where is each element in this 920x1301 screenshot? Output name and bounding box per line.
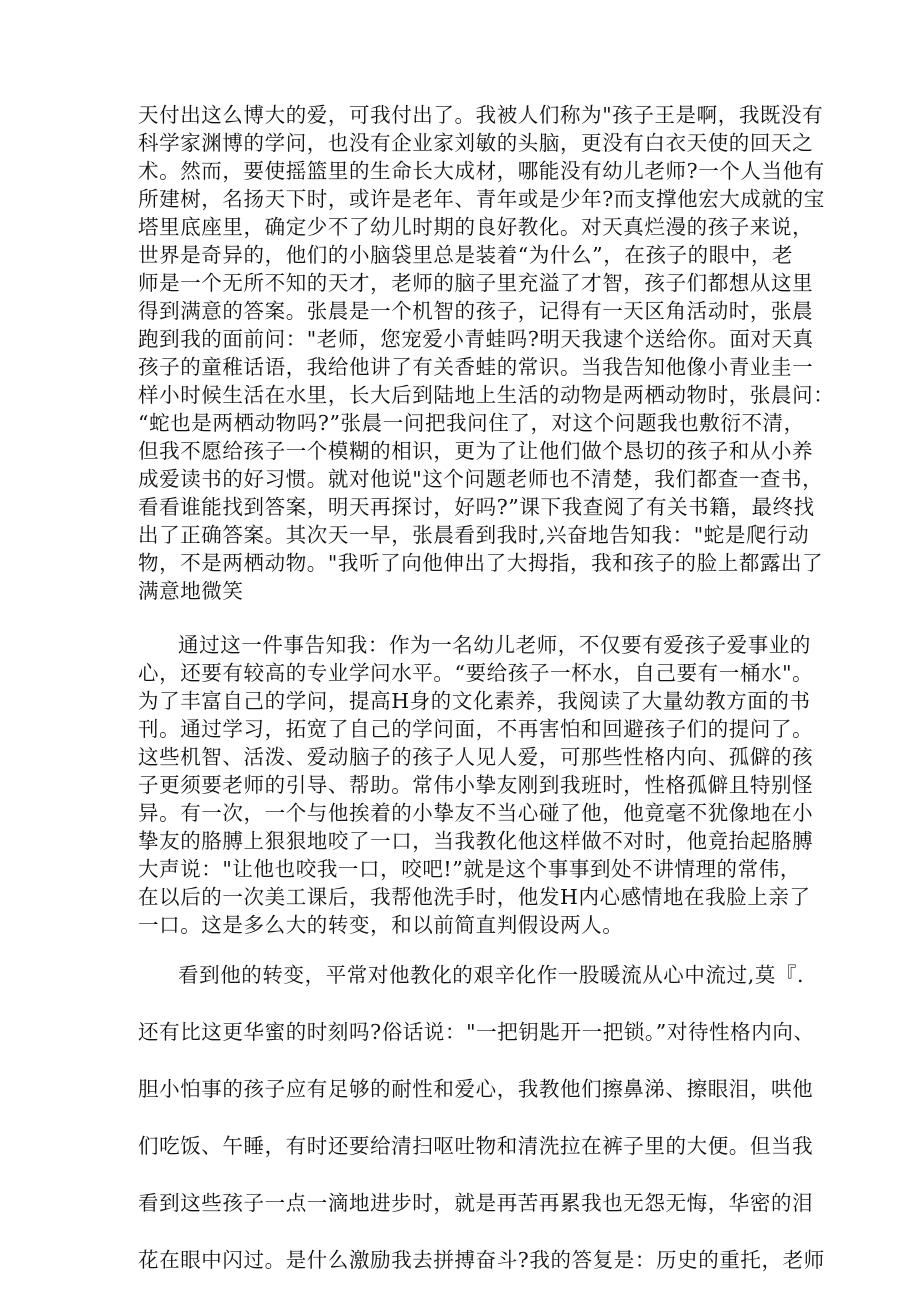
paragraph-2-line: 为了丰富自己的学问，提高H身的文化素养，我阅读了大量幼教方面的书 bbox=[138, 689, 811, 713]
paragraph-1-line: 成爱读书的好习惯。就对他说"这个问题老师也不清楚，我们都查一查书， bbox=[138, 467, 824, 491]
paragraph-2-line: 心，还要有较高的专业学问水平。“要给孩子一杯水，自己要有一桶水"。 bbox=[138, 661, 814, 685]
paragraph-1-line: 世界是奇异的，他们的小脑袋里总是装着“为什么”，在孩子的眼中，老 bbox=[138, 243, 794, 267]
paragraph-1-line: 跑到我的面前问："老师，您宠爱小青蛙吗?明天我逮个送给你。面对天真 bbox=[138, 327, 814, 351]
paragraph-2-line: 大声说："让他也咬我一口，咬吧!”就是这个事事到处不讲情理的常伟， bbox=[138, 857, 801, 881]
paragraph-2-line: 一口。这是多么大的转变，和以前简直判假设两人。 bbox=[138, 913, 624, 937]
paragraph-2-line: 异。有一次，一个与他挨着的小挚友不当心碰了他，他竟毫不犹像地在小 bbox=[138, 801, 814, 825]
paragraph-2-line: 挚友的胳膊上狠狠地咬了一口，当我教化他这样做不对时，他竟抬起胳膊 bbox=[138, 829, 814, 853]
paragraph-1-line: 天付出这么博大的爱，可我付出了。我被人们称为"孩子王是啊，我既没有 bbox=[138, 103, 824, 127]
paragraph-1-line: 师是一个无所不知的天才，老师的脑子里充溢了才智，孩子们都想从这里 bbox=[138, 271, 814, 295]
paragraph-2-line: 这些机智、活泼、爱动脑子的孩子人见人爱，可那些性格内向、孤僻的孩 bbox=[138, 745, 814, 769]
paragraph-3-line: 花在眼中闪过。是什么激励我去拼搏奋斗?我的答复是：历史的重托，老师 bbox=[138, 1248, 825, 1272]
paragraph-2-line: 在以后的一次美工课后，我帮他洗手时，他发H内心感情地在我脸上亲了 bbox=[138, 885, 811, 909]
paragraph-1-line: 但我不愿给孩子一个模糊的相识，更为了让他们做个恳切的孩子和从小养 bbox=[138, 439, 814, 463]
paragraph-1-line: 科学家渊博的学问，也没有企业家刘敏的头脑，更没有白衣天使的回天之 bbox=[138, 131, 814, 155]
paragraph-1-line: 得到满意的答案。张晨是一个机智的孩子，记得有一天区角活动时，张晨 bbox=[138, 299, 814, 323]
paragraph-1-line: 孩子的童稚话语，我给他讲了有关香蛙的常识。当我告知他像小青业圭一 bbox=[138, 355, 814, 379]
paragraph-2-line: 子更须要老师的引导、帮助。常伟小挚友刚到我班时，性格孤僻且特别怪 bbox=[138, 773, 814, 797]
paragraph-1-line: 满意地微笑 bbox=[138, 579, 244, 603]
paragraph-1-line: 看看谁能找到答案，明天再探讨，好吗?”课下我查阅了有关书籍，最终找 bbox=[138, 495, 815, 519]
paragraph-1-line: 样小时候生活在水里，长大后到陆地上生活的动物是两栖动物时，张晨问： bbox=[138, 383, 835, 407]
paragraph-1-line: 术。然而，要使摇篮里的生命长大成材，哪能没有幼儿老师?一个人当他有 bbox=[138, 159, 825, 183]
paragraph-3-line: 们吃饭、午睡，有时还要给清扫呕吐物和清洗拉在裤子里的大便。但当我 bbox=[138, 1134, 814, 1158]
paragraph-1-line: 出了正确答案。其次天一早，张晨看到我时,兴奋地告知我："蛇是爬行动 bbox=[138, 523, 810, 547]
paragraph-3-line: 胆小怕事的孩子应有足够的耐性和爱心，我教他们擦鼻涕、擦眼泪，哄他 bbox=[138, 1077, 814, 1101]
paragraph-2-line: 刊。通过学习，拓宽了自己的学问面，不再害怕和回避孩子们的提问了。 bbox=[138, 717, 814, 741]
paragraph-1-line: “蛇也是两栖动物吗?”张晨一问把我问住了，对这个问题我也敷衍不清， bbox=[138, 411, 805, 435]
paragraph-1-line: 塔里底座里，确定少不了幼儿时期的良好教化。对天真烂漫的孩子来说， bbox=[138, 215, 814, 239]
paragraph-3-line: 看到这些孩子一点一滴地进步时，就是再苦再累我也无怨无悔，华密的泪 bbox=[138, 1191, 814, 1215]
paragraph-3-line: 还有比这更华蜜的时刻吗?俗话说："一把钥匙开一把锁。”对待性格内向、 bbox=[138, 1020, 815, 1044]
paragraph-1-line: 物，不是两栖动物。"我听了向他伸出了大拇指，我和孩子的脸上都露出了 bbox=[138, 551, 824, 575]
paragraph-1-line: 所建树，名扬天下时，或许是老年、青年或是少年?而支撑他宏大成就的宝 bbox=[138, 187, 825, 211]
paragraph-3-line: 看到他的转变，平常对他教化的艰辛化作一股暖流从心中流过,莫『. bbox=[178, 963, 805, 987]
paragraph-2-line: 通过这一件事告知我：作为一名幼儿老师，不仅要有爱孩子爱事业的 bbox=[178, 633, 811, 657]
